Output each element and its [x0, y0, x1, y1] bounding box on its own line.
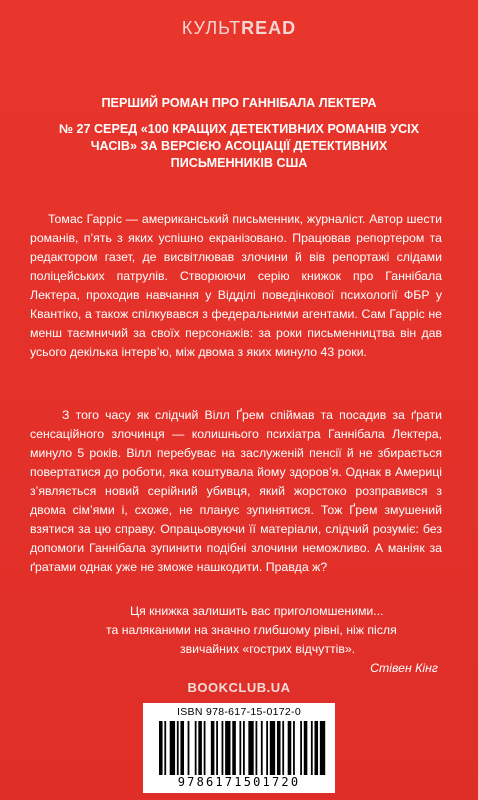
- barcode-bar: [198, 721, 202, 775]
- quote-line-2: та наляканими на значно глибшому рівні, ніж після: [106, 623, 397, 637]
- barcode-bar: [159, 721, 163, 775]
- headline-ranking: № 27 СЕРЕД «100 КРАЩИХ ДЕТЕКТИВНИХ РОМАНІВ УСІХ ЧАСІВ» ЗА ВЕРСІЄЮ АСОЦІАЦІЇ ДЕТЕКТИВНИХ ПИСЬМЕННИКІВ США: [58, 122, 420, 170]
- barcode-bar: [243, 721, 245, 775]
- barcode-bar: [204, 721, 206, 775]
- barcode-bar: [232, 721, 236, 775]
- barcode-bar: [195, 721, 197, 775]
- barcode-bar: [277, 721, 281, 775]
- barcode-bar: [239, 721, 241, 775]
- quote-author: Стівен Кінг: [370, 661, 438, 675]
- barcode-icon: [159, 721, 327, 775]
- barcode-bar: [270, 721, 275, 775]
- barcode-bar: [256, 721, 258, 775]
- series-logo-prefix: КУЛЬТ: [181, 18, 242, 38]
- barcode-bar: [261, 721, 263, 775]
- barcode-bar: [248, 721, 253, 775]
- series-logo-suffix: READ: [241, 18, 297, 38]
- barcode-bar: [293, 721, 295, 775]
- isbn-text: ISBN 978-617-15-0172-0: [177, 706, 301, 718]
- author-bio: Томас Гарріс — американський письменник, журналіст. Автор шести романів, п’ять з яких успішно екранізовано. Працював репортером та редактором газет, де висвітлював злочини й вів репортажі слідами поліцейських патрулів. Створюючи серію книжок про Ганнібала Лектера, проходив навчання у Відділі поведінкової психології ФБР у Квантіко, а також спілкувався з федеральними агентами. Сам Гарріс не менш таємничий за своїх персонажів: за роки письменництва він дав усього декілька інтерв’ю, між двома з яких минуло 43 роки.: [30, 212, 442, 359]
- barcode-bar: [180, 721, 184, 775]
- publisher-site: BOOKCLUB.UA: [187, 680, 291, 695]
- plot-summary: З того часу як слідчий Вілл Ґрем спіймав та посадив за ґрати сенсаційного злочинця — колишнього психіатра Ганнібала Лектера, минуло 5 років. Вілл перебуває на заслуженій пенсії й не збирається повертатися до роботи, яка коштувала йому здоров’я. Однак в Америці з’являється новий серійний убивця, який жорстоко розправився з двома сім’ями і, схоже, не планує зупинятися. Тож Ґрем змушений взятися за цю справу. Опрацьовуючи її матеріали, слідчий розуміє: без допомоги Ганнібала зупинити подібні злочини неможливо. А маніяк за ґратами однак уже не зможе нашкодити. Правда ж?: [30, 408, 442, 574]
- quote-line-1: Ця книжка залишить вас приголомшеними...: [130, 604, 384, 618]
- barcode-bar: [170, 721, 175, 775]
- barcode-number: 9786171501720: [177, 775, 301, 789]
- barcode-bar: [177, 721, 179, 775]
- barcode-bar: [164, 721, 166, 775]
- barcode-bar: [211, 721, 215, 775]
- barcode-bar: [314, 721, 318, 775]
- barcode-bar: [311, 721, 313, 775]
- barcode-bar: [188, 721, 190, 775]
- review-quote: [30, 602, 442, 678]
- barcode-bar: [266, 721, 268, 775]
- series-logo: [0, 18, 478, 39]
- barcode-bar: [225, 721, 230, 775]
- quote-line-3: звичайних «гострих відчуттів».: [180, 642, 356, 656]
- barcode-bar: [282, 721, 284, 775]
- headline-first-novel: ПЕРШИЙ РОМАН ПРО ГАННІБАЛА ЛЕКТЕРА: [101, 96, 377, 110]
- barcode-bar: [288, 721, 292, 775]
- barcode-bar: [216, 721, 218, 775]
- barcode-bar: [300, 721, 302, 775]
- barcode-bar: [320, 721, 325, 775]
- barcode-bar: [304, 721, 308, 775]
- barcode-label: [143, 703, 335, 793]
- barcode-bar: [222, 721, 224, 775]
